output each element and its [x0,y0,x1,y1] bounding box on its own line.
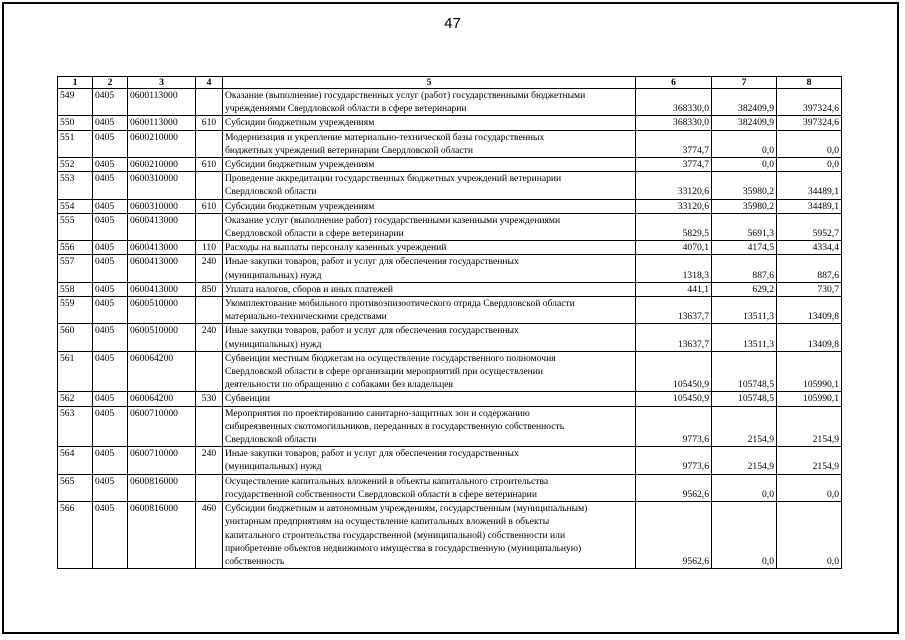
description-line: Модернизация и укрепление материально-технической базы государственных [225,131,545,143]
row-number: 550 [58,116,93,130]
row-number: 559 [58,297,93,324]
expense-type [196,474,223,501]
description-line: Иные закупки товаров, работ и услуг для обеспечения государственных [225,256,519,268]
table-row [58,447,842,474]
section-code: 0405 [93,474,128,501]
expense-type [196,297,223,324]
target-code: 0600210000 [128,130,196,157]
description [223,351,636,392]
description-line: учреждениями Свердловской области в сфере ветеринарии [225,103,467,115]
amount-col6: 105450,9 [636,392,712,406]
section-code: 0405 [93,172,128,199]
description-line: Субсидии бюджетным учреждениям [225,117,375,129]
table-row [58,130,842,157]
description [223,324,636,351]
expense-type: 530 [196,392,223,406]
amount-col6: 9562,6 [636,474,712,501]
amount-col8: 397324,6 [777,116,842,130]
description-line: государственной собственности Свердловской области в сфере ветеринарии [225,488,537,500]
table-row [58,241,842,255]
table-row [58,199,842,213]
description [223,406,636,447]
target-code: 0600413000 [128,282,196,296]
row-number: 565 [58,474,93,501]
expense-type: 460 [196,502,223,569]
table-row [58,502,842,569]
expense-type: 610 [196,158,223,172]
section-code: 0405 [93,199,128,213]
amount-col8: 887,6 [777,255,842,282]
description [223,213,636,240]
description-line: материально-техническими средствами [225,311,387,323]
amount-col7: 35980,2 [712,172,777,199]
description-line: Субсидии бюджетным учреждениям [225,159,375,171]
amount-col6: 368330,0 [636,116,712,130]
description-line: Свердловской области [225,186,317,198]
amount-col6: 5829,5 [636,213,712,240]
description-line: Уплата налогов, сборов и иных платежей [225,283,394,295]
col-header: 8 [777,77,842,89]
amount-col6: 368330,0 [636,89,712,116]
amount-col7: 629,2 [712,282,777,296]
section-code: 0405 [93,89,128,116]
col-header: 4 [196,77,223,89]
amount-col6: 33120,6 [636,172,712,199]
section-code: 0405 [93,282,128,296]
expense-type [196,172,223,199]
description-line: Субсидии бюджетным и автономным учреждениям, государственным (муниципальным) [225,503,588,515]
expense-type: 850 [196,282,223,296]
amount-col6: 9773,6 [636,447,712,474]
col-header: 6 [636,77,712,89]
target-code: 0600710000 [128,406,196,447]
amount-col7: 382409,9 [712,116,777,130]
description-line: унитарным предприятиям на осуществление капитальных вложений в объекты [225,516,550,528]
budget-table [57,76,842,569]
amount-col7: 13511,3 [712,297,777,324]
amount-col8: 105990,1 [777,351,842,392]
description-line: Свердловской области в сфере ветеринарии [225,228,404,240]
description-line: (муниципальных) нужд [225,269,322,281]
amount-col7: 5691,3 [712,213,777,240]
table-row [58,324,842,351]
expense-type [196,351,223,392]
amount-col6: 3774,7 [636,130,712,157]
target-code: 0600413000 [128,213,196,240]
description [223,130,636,157]
description-line: капитального строительства государственной (муниципальной) собственности или [225,529,566,541]
description-line: Мероприятия по проектированию санитарно-защитных зон и содержанию [225,407,530,419]
amount-col8: 13409,8 [777,324,842,351]
amount-col6: 1318,3 [636,255,712,282]
description-line: Осуществление капитальных вложений в объекты капитального строительства [225,475,549,487]
description [223,158,636,172]
table-row [58,282,842,296]
description-line: Иные закупки товаров, работ и услуг для обеспечения государственных [225,325,519,337]
amount-col8: 2154,9 [777,447,842,474]
row-number: 553 [58,172,93,199]
amount-col8: 2154,9 [777,406,842,447]
expense-type: 240 [196,324,223,351]
row-number: 551 [58,130,93,157]
target-code: 0600413000 [128,241,196,255]
amount-col8: 4334,4 [777,241,842,255]
target-code: 0600710000 [128,447,196,474]
amount-col6: 4070,1 [636,241,712,255]
amount-col7: 0,0 [712,130,777,157]
description-line: (муниципальных) нужд [225,338,322,350]
amount-col8: 0,0 [777,502,842,569]
amount-col8: 0,0 [777,130,842,157]
expense-type [196,406,223,447]
description-line: собственность [225,555,285,567]
table-row [58,406,842,447]
header-row [58,77,842,89]
row-number: 564 [58,447,93,474]
page-number: 47 [444,15,461,32]
target-code: 060064200 [128,392,196,406]
description-line: (муниципальных) нужд [225,461,322,473]
amount-col6: 9773,6 [636,406,712,447]
target-code: 0600310000 [128,172,196,199]
description-line: Свердловской области в сфере организации мероприятий при осуществлении [225,366,543,378]
col-header: 3 [128,77,196,89]
amount-col8: 34489,1 [777,199,842,213]
description-line: сибиреязвенных скотомогильников, переданных в государственную собственность [225,420,565,432]
amount-col6: 13637,7 [636,297,712,324]
amount-col8: 397324,6 [777,89,842,116]
amount-col6: 13637,7 [636,324,712,351]
amount-col7: 0,0 [712,158,777,172]
section-code: 0405 [93,297,128,324]
description [223,199,636,213]
row-number: 557 [58,255,93,282]
amount-col7: 13511,3 [712,324,777,351]
description [223,116,636,130]
description-line: Свердловской области [225,434,317,446]
row-number: 554 [58,199,93,213]
col-header: 2 [93,77,128,89]
row-number: 556 [58,241,93,255]
table-row [58,213,842,240]
col-header: 5 [223,77,636,89]
description-line: Расходы на выплаты персоналу казенных учреждений [225,242,447,254]
amount-col7: 2154,9 [712,447,777,474]
table-row [58,172,842,199]
amount-col7: 4174,5 [712,241,777,255]
col-header: 1 [58,77,93,89]
amount-col8: 730,7 [777,282,842,296]
row-number: 562 [58,392,93,406]
row-number: 549 [58,89,93,116]
table-row [58,89,842,116]
section-code: 0405 [93,241,128,255]
row-number: 566 [58,502,93,569]
row-number: 561 [58,351,93,392]
target-code: 0600816000 [128,502,196,569]
amount-col7: 382409,9 [712,89,777,116]
description-line: Субвенции местным бюджетам на осуществление государственного полномочия [225,352,556,364]
section-code: 0405 [93,392,128,406]
section-code: 0405 [93,130,128,157]
section-code: 0405 [93,158,128,172]
row-number: 560 [58,324,93,351]
amount-col8: 0,0 [777,474,842,501]
amount-col7: 0,0 [712,474,777,501]
amount-col8: 34489,1 [777,172,842,199]
expense-type [196,89,223,116]
amount-col7: 35980,2 [712,199,777,213]
section-code: 0405 [93,406,128,447]
amount-col7: 0,0 [712,502,777,569]
amount-col8: 0,0 [777,158,842,172]
section-code: 0405 [93,213,128,240]
section-code: 0405 [93,351,128,392]
target-code: 0600310000 [128,199,196,213]
description-line: Укомплектование мобильного противоэпизоотического отряда Свердловской области [225,298,575,310]
description [223,392,636,406]
description [223,255,636,282]
table-row [58,297,842,324]
table-row [58,255,842,282]
target-code: 0600510000 [128,297,196,324]
amount-col6: 441,1 [636,282,712,296]
table-row [58,392,842,406]
section-code: 0405 [93,447,128,474]
description [223,89,636,116]
section-code: 0405 [93,502,128,569]
amount-col7: 105748,5 [712,351,777,392]
description [223,447,636,474]
description [223,297,636,324]
description-line: бюджетных учреждений ветеринарии Свердловской области [225,144,473,156]
description [223,502,636,569]
amount-col6: 3774,7 [636,158,712,172]
target-code: 0600510000 [128,324,196,351]
table-row [58,474,842,501]
target-code: 0600113000 [128,116,196,130]
row-number: 558 [58,282,93,296]
amount-col8: 13409,8 [777,297,842,324]
amount-col8: 5952,7 [777,213,842,240]
description-line: Иные закупки товаров, работ и услуг для обеспечения государственных [225,448,519,460]
amount-col7: 887,6 [712,255,777,282]
expense-type [196,213,223,240]
expense-type: 240 [196,255,223,282]
description-line: Проведение аккредитации государственных бюджетных учреждений ветеринарии [225,173,562,185]
target-code: 0600816000 [128,474,196,501]
target-code: 0600113000 [128,89,196,116]
description-line: приобретение объектов недвижимого имущества в государственную (муниципальную) [225,542,582,554]
section-code: 0405 [93,324,128,351]
col-header: 7 [712,77,777,89]
amount-col7: 105748,5 [712,392,777,406]
expense-type: 610 [196,116,223,130]
table-row [58,158,842,172]
table-row [58,351,842,392]
description [223,241,636,255]
target-code: 0600413000 [128,255,196,282]
target-code: 060064200 [128,351,196,392]
amount-col6: 33120,6 [636,199,712,213]
description-line: Субсидии бюджетным учреждениям [225,200,375,212]
description [223,282,636,296]
expense-type: 240 [196,447,223,474]
amount-col6: 9562,6 [636,502,712,569]
table-row [58,116,842,130]
row-number: 555 [58,213,93,240]
row-number: 552 [58,158,93,172]
section-code: 0405 [93,255,128,282]
description [223,172,636,199]
description [223,474,636,501]
description-line: Оказание (выполнение) государственных услуг (работ) государственными бюджетными [225,90,586,101]
expense-type [196,130,223,157]
row-number: 563 [58,406,93,447]
description-line: Оказание услуг (выполнение работ) государственными казенными учреждениями [225,214,561,226]
expense-type: 110 [196,241,223,255]
section-code: 0405 [93,116,128,130]
amount-col6: 105450,9 [636,351,712,392]
target-code: 0600210000 [128,158,196,172]
table-body [58,89,842,569]
description-line: деятельности по обращению с собаками без владельцев [225,379,454,391]
amount-col7: 2154,9 [712,406,777,447]
expense-type: 610 [196,199,223,213]
amount-col8: 105990,1 [777,392,842,406]
description-line: Субвенции [225,393,270,405]
